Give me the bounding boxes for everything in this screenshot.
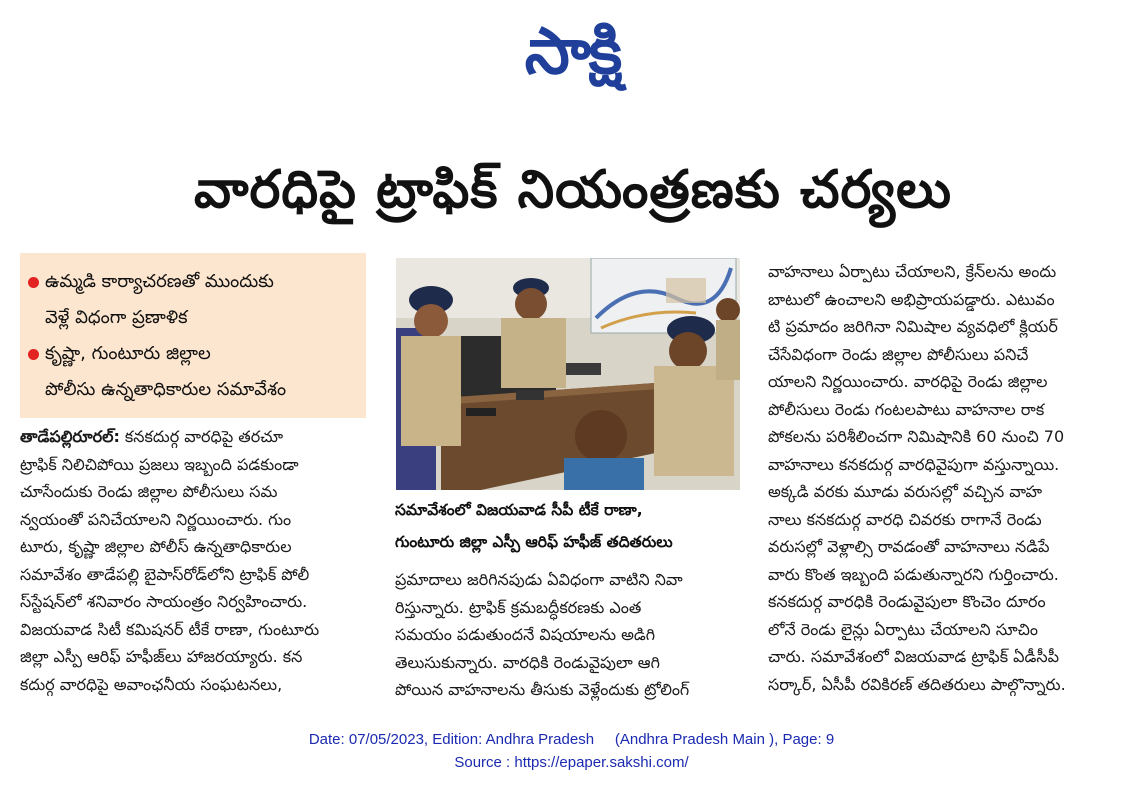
article-line: జిల్లా ఎస్పీ ఆరిఫ్ హఫీజ్‌లు హాజరయ్యారు. కన: [20, 647, 303, 666]
article-line: యాలని నిర్ణయించారు. వారధిపై రెండు జిల్లాల: [768, 372, 1048, 391]
article-line: పోలీసులు రెండు గంటలపాటు వాహనాల రాక: [768, 399, 1045, 419]
meeting-photo-illustration: [396, 258, 740, 490]
article-line: పోయిన వాహనాలను తీసుకు వెళ్లేందుకు ట్రోలింగ్: [395, 680, 690, 699]
article-line: ప్రమాదాలు జరిగినపుడు ఏవిధంగా వాటిని నివా: [395, 570, 683, 589]
article-line: పోకలను పరిశీలించగా నిమిషానికి 60 నుంచి 70: [768, 427, 1065, 446]
article-line: విజయవాడ సిటీ కమిషనర్ టీకే రాణా, గుంటూరు: [20, 619, 320, 639]
article-line: వారు కొంత ఇబ్బంది పడుతున్నారని గుర్తించారు.: [768, 564, 1059, 584]
article-column-3: [768, 258, 1120, 698]
article-line: టి ప్రమాదం జరిగినా నిమిషాల వ్యవధిలో క్లియర్: [768, 317, 1058, 336]
article-line: రిస్తున్నారు. ట్రాఫిక్ క్రమబద్ధీకరణకు ఎంత: [395, 597, 642, 617]
article-line: స్‌స్టేషన్‌లో శనివారం సాయంత్రం నిర్వహించారు.: [20, 592, 308, 611]
article-line: బాటులో ఉంచాలని అభిప్రాయపడ్డారు. ఎటువం: [768, 289, 1055, 309]
highlight-item-1: ఉమ్మడి కార్యాచరణతో ముందుకు: [28, 263, 274, 301]
caption-line: గుంటూరు జిల్లా ఎస్పీ ఆరిఫ్ హఫీజ్ తదితరులు: [395, 533, 673, 551]
article-line: వాహనాలు ఏర్పాటు చేయాలని, క్రేన్‌లను అందు: [768, 262, 1057, 281]
article-line: లోనే రెండు లైన్లు ఏర్పాటు చేయాలని సూచిం: [768, 619, 1039, 639]
article-line: టూరు, కృష్ణా జిల్లాల పోలీస్ ఉన్నతాధికారుల: [20, 537, 292, 556]
article-line: చారు. సమావేశంలో విజయవాడ ట్రాఫిక్ ఏడీసీపీ: [768, 647, 1059, 666]
article-line: సర్కార్, ఏసీపీ రవికిరణ్ తదితరులు పాల్గొన్నారు.: [768, 674, 1066, 694]
article-line: తెలుసుకున్నారు. వారధికి రెండువైపులా ఆగి: [395, 652, 660, 672]
sakshi-logo: సాక్షి: [524, 15, 621, 89]
highlight-item-1-cont: వెళ్లే విధంగా ప్రణాళిక: [45, 307, 188, 328]
article-line: ట్రాఫిక్ నిలిచిపోయి ప్రజలు ఇబ్బంది పడకుండా: [20, 454, 299, 474]
photo-caption: [395, 494, 740, 560]
meeting-photo: [396, 258, 740, 490]
article-line: చూసేందుకు రెండు జిల్లాల పోలీసులు సమ: [20, 482, 278, 501]
article-headline: వారధిపై ట్రాఫిక్ నియంత్రణకు చర్యలు: [194, 160, 952, 220]
highlight-item-2: కృష్ణా, గుంటూరు జిల్లాల: [28, 335, 211, 373]
article-column-2: [395, 566, 740, 704]
article-line: వాహనాలు కనకదుర్గ వారధివైపుగా వస్తున్నాయి.: [768, 454, 1060, 474]
article-line: న్వయంతో పనిచేయాలని నిర్ణయించారు. గుం: [20, 509, 292, 529]
footer-source-link[interactable]: Source : https://epaper.sakshi.com/: [454, 754, 689, 771]
article-line: కనకదుర్గ వారధికి రెండువైపులా కొంచెం దూరం: [768, 592, 1046, 611]
article-line: తాడేపల్లిరూరల్: కనకదుర్గ వారధిపై తరచూ: [20, 427, 284, 446]
caption-line: సమావేశంలో విజయవాడ సీపీ టీకే రాణా,: [395, 501, 643, 519]
footer-date-edition: Date: 07/05/2023, Edition: Andhra Pradesh (Andhra Pradesh Main ), Page: 9: [308, 731, 835, 748]
highlights-box: [20, 253, 366, 418]
article-line: సమావేశం తాడేపల్లి బైపాస్‌రోడ్‌లోని ట్రాఫిక్ పోలీ: [20, 564, 310, 584]
bullet-icon: [28, 277, 39, 288]
article-line: సమయం పడుతుందనే విషయాలను అడిగి: [395, 625, 656, 644]
article-line: అక్కడి వరకు మూడు వరుసల్లో వచ్చిన వాహ: [768, 482, 1043, 501]
article-column-1: [20, 423, 366, 698]
article-line: చేసేవిధంగా రెండు జిల్లాల పోలీసులు పనిచే: [768, 344, 1029, 364]
bullet-icon: [28, 349, 39, 360]
dateline: తాడేపల్లిరూరల్:: [20, 427, 120, 446]
article-line: నాలు కనకదుర్గ వారధి చివరకు రాగానే రెండు: [768, 509, 1042, 529]
article-line: వరుసల్లో వెళ్లాల్సి రావడంతో వాహనాలు నడిపే: [768, 537, 1050, 556]
article-line: కదుర్గ వారధిపై అవాంఛనీయ సంఘటనలు,: [20, 674, 283, 694]
highlight-item-2-cont: పోలీసు ఉన్నతాధికారుల సమావేశం: [45, 379, 287, 400]
